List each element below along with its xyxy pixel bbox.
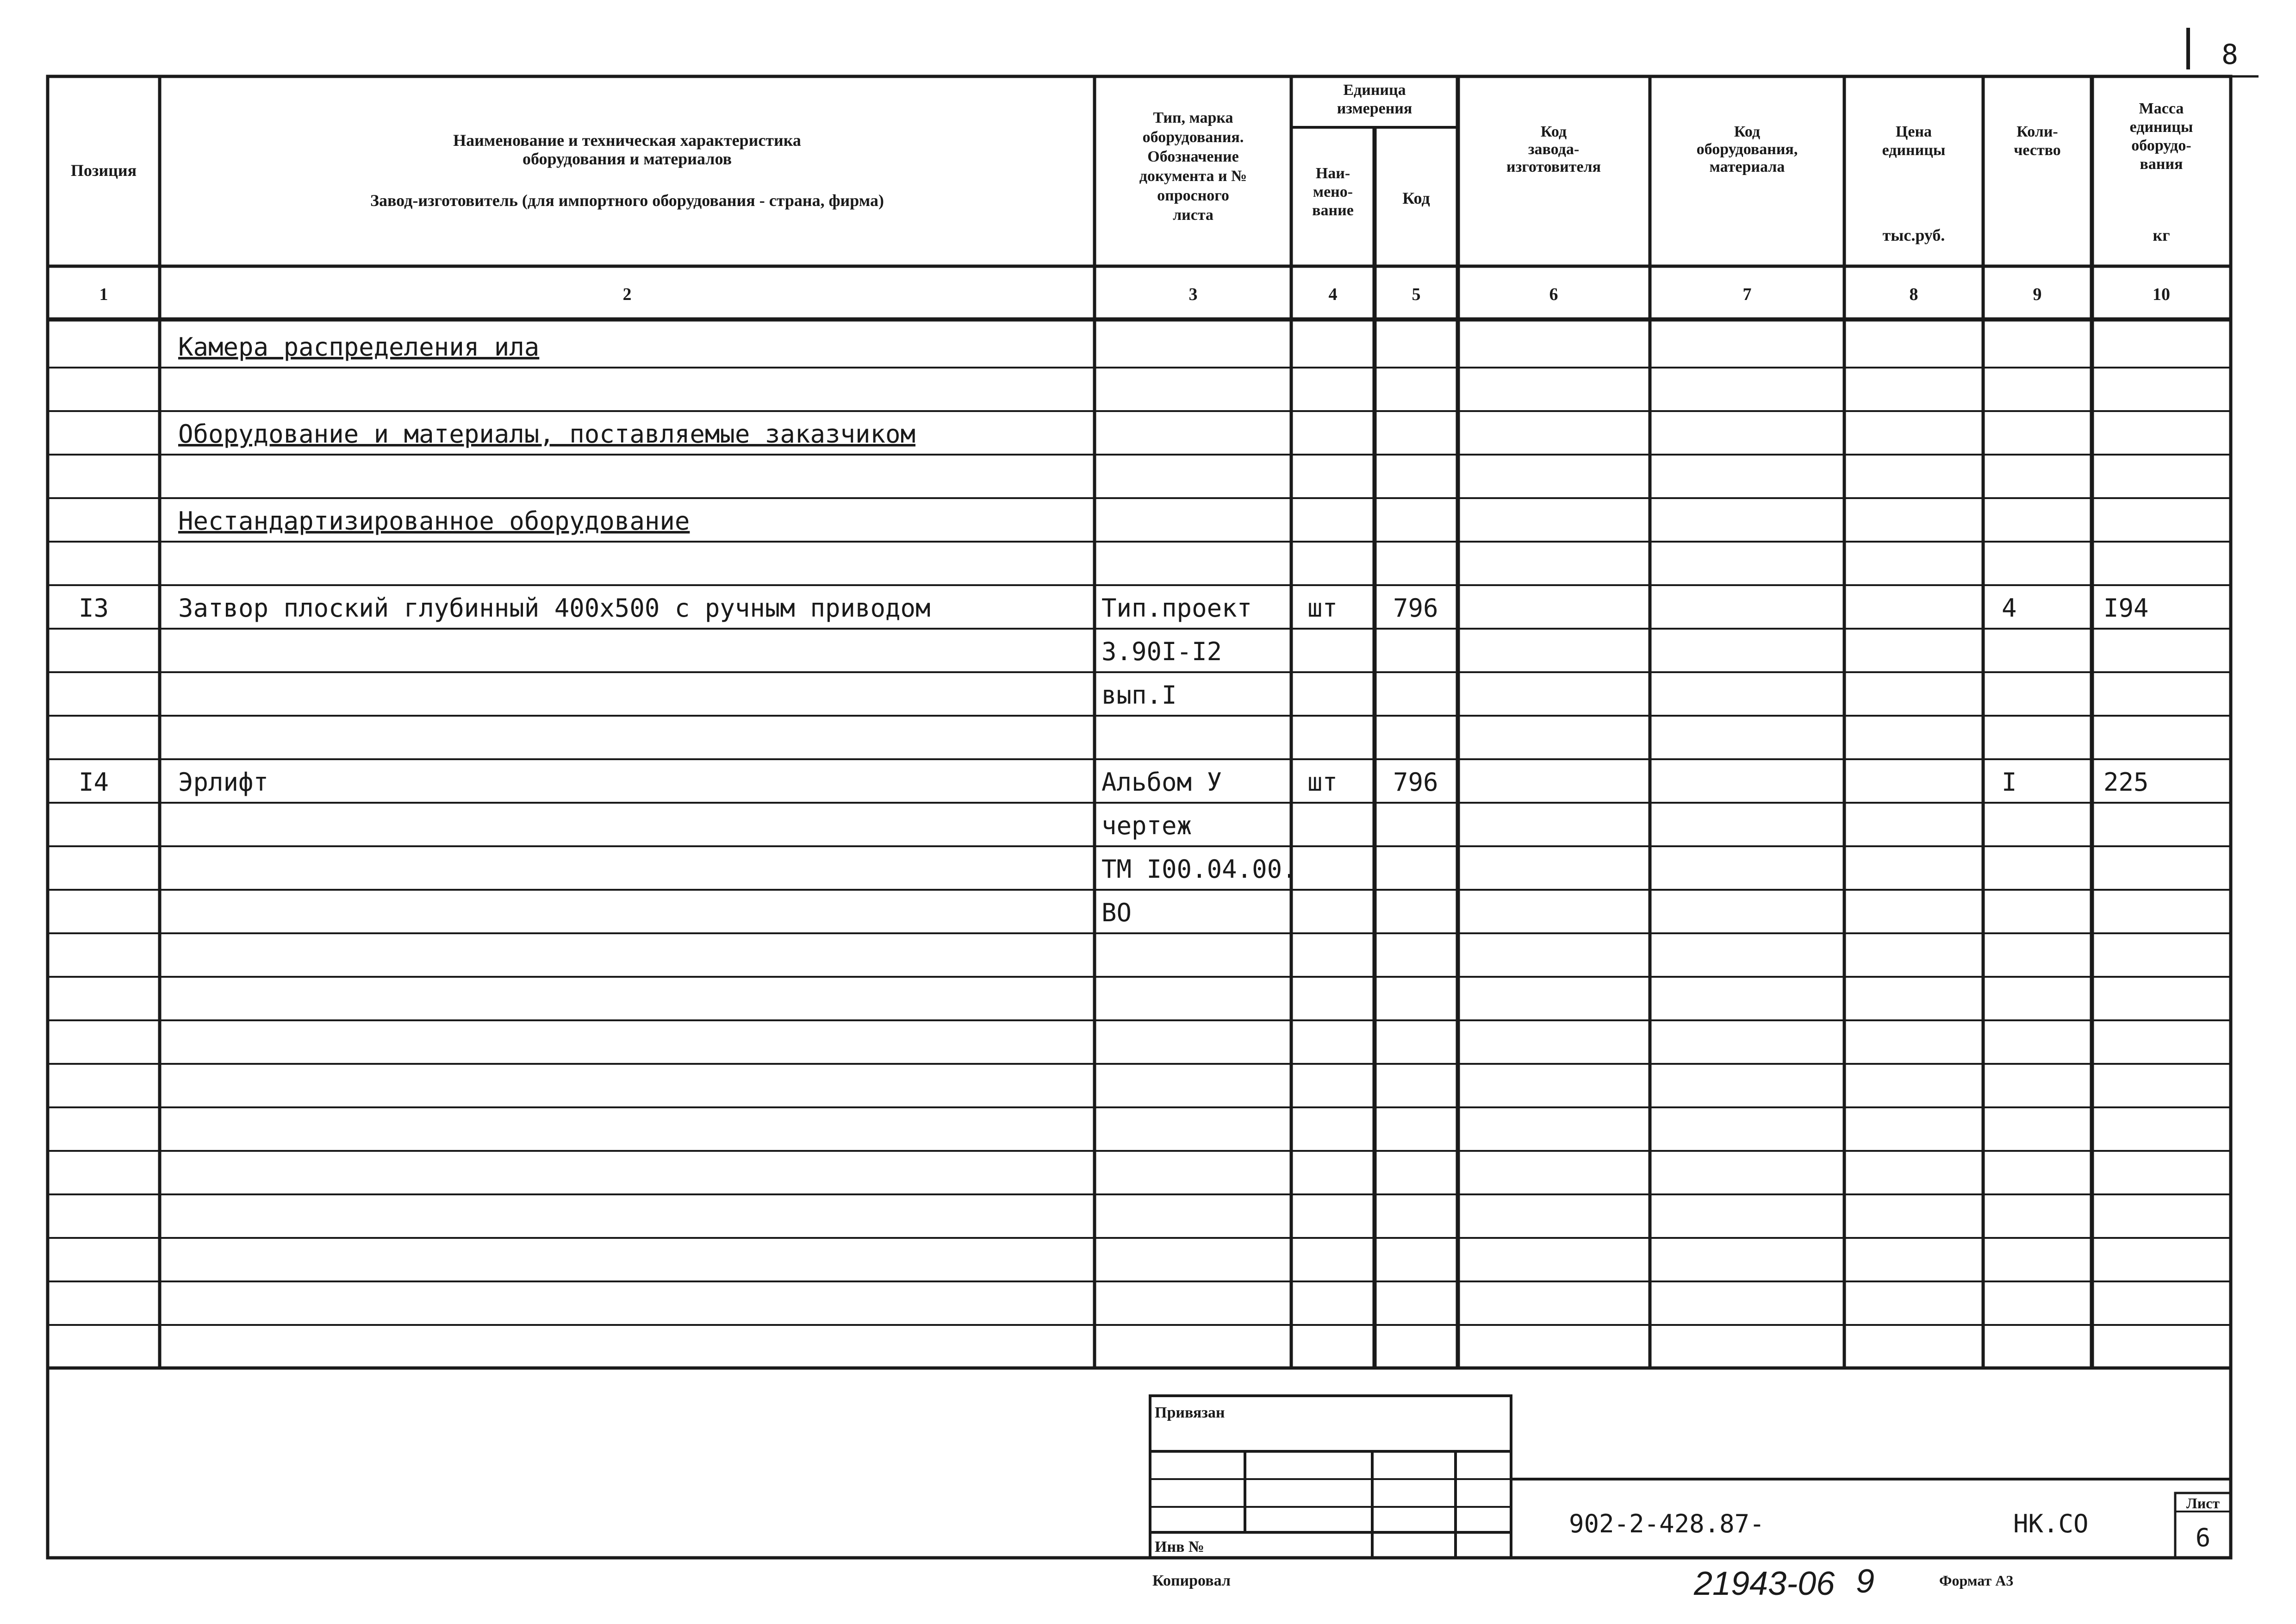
header-mass-unit: кг [2153, 226, 2170, 244]
row-type: вып.I [1101, 681, 1177, 710]
row-code: 796 [1393, 768, 1438, 797]
stamp-inv-label: Инв № [1155, 1538, 1205, 1555]
header-unit-name-line: мено- [1313, 183, 1353, 200]
stamp-handwritten-page: 9 [1856, 1563, 1875, 1600]
row-position: I4 [79, 768, 109, 797]
row-quantity: 4 [2002, 593, 2017, 623]
row-name: Камера распределения ила [178, 332, 540, 362]
row-name: Затвор плоский глубинный 400х500 с ручным приводом [178, 593, 931, 623]
table-row [1101, 637, 1222, 666]
column-number: 10 [2153, 285, 2170, 304]
column-number: 5 [1412, 285, 1421, 304]
header-unit-name-line: вание [1312, 202, 1354, 219]
header-mass-line: единицы [2129, 119, 2193, 136]
stamp-linked-label: Привязан [1155, 1404, 1225, 1421]
stamp-document-code: 902-2-428.87- [1569, 1509, 1765, 1538]
row-name: Эрлифт [178, 768, 269, 797]
stamp-sheet-value: 6 [2195, 1523, 2211, 1552]
row-mass: I94 [2103, 593, 2149, 623]
table-row [1101, 811, 1192, 840]
header-factory-code-line: изготовителя [1506, 158, 1601, 175]
header-factory-code-line: Код [1540, 123, 1567, 140]
header-equipment-code-line: Код [1734, 123, 1761, 140]
header-mass-line: вания [2140, 156, 2183, 173]
header-name-line3: Завод-изготовитель (для импортного оборудования - страна, фирма) [370, 191, 884, 210]
header-unit-name-line: Наи- [1315, 165, 1350, 182]
header-quantity-line: Коли- [2016, 123, 2058, 140]
header-type-line: опросного [1157, 187, 1229, 204]
stamp-handwritten-number: 21943-06 [1694, 1565, 1835, 1602]
table-row [178, 506, 690, 536]
column-number: 4 [1328, 285, 1338, 304]
table-row [1101, 898, 1132, 927]
table-row [1101, 681, 1177, 710]
header-position: Позиция [70, 161, 137, 180]
header-equipment-code-line: оборудования, [1696, 141, 1798, 158]
header-mass-line: Масса [2139, 100, 2184, 117]
row-name: Нестандартизированное оборудование [178, 506, 690, 536]
row-quantity: I [2002, 768, 2017, 797]
header-quantity-line: чество [2014, 142, 2061, 159]
header-mass-line: оборудо- [2131, 137, 2191, 154]
stamp-section-code: НК.СО [2013, 1509, 2089, 1538]
column-number: 3 [1188, 285, 1198, 304]
column-number: 6 [1549, 285, 1558, 304]
column-number: 8 [1909, 285, 1918, 304]
stamp-format-label: Формат А3 [1939, 1572, 2014, 1589]
header-type-line: листа [1173, 206, 1213, 224]
header-type-line: Тип, марка [1153, 109, 1233, 126]
row-unit: шт [1307, 768, 1338, 797]
header-unit-code: Код [1402, 189, 1430, 207]
row-code: 796 [1393, 593, 1438, 623]
header-unit-line: измерения [1337, 100, 1412, 117]
row-type: ТМ I00.04.00. [1101, 855, 1297, 884]
row-type: Альбом У [1101, 768, 1222, 797]
row-position: I3 [79, 593, 109, 623]
stamp-sheet-label: Лист [2186, 1495, 2220, 1512]
header-price-line: единицы [1882, 142, 1946, 159]
header-price-unit: тыс.руб. [1882, 226, 1945, 244]
table-row [1101, 855, 1297, 884]
header-unit-name-lines [1312, 165, 1354, 219]
table-row [178, 332, 539, 362]
stamp-copied-label: Копировал [1152, 1572, 1231, 1589]
row-type: 3.90I-I2 [1101, 637, 1222, 666]
column-number: 9 [2033, 285, 2042, 304]
column-number: 7 [1742, 285, 1752, 304]
row-type: Тип.проект [1101, 593, 1252, 623]
row-name: Оборудование и материалы, поставляемые заказчиком [178, 419, 916, 449]
row-type: ВО [1101, 898, 1132, 927]
header-price-line: Цена [1895, 123, 1932, 140]
column-number: 1 [99, 285, 108, 304]
header-type-line: документа и № [1139, 168, 1247, 185]
row-mass: 225 [2103, 768, 2149, 797]
header-type-line: оборудования. [1142, 129, 1244, 146]
sheet-number: 8 [2221, 38, 2239, 71]
header-name-line1: Наименование и техническая характеристика [453, 131, 801, 150]
column-number: 2 [622, 285, 632, 304]
header-type-line: Обозначение [1147, 148, 1239, 165]
header-name-line2: оборудования и материалов [522, 150, 732, 168]
header-equipment-code-line: материала [1709, 158, 1785, 175]
row-type: чертеж [1101, 811, 1192, 840]
row-unit: шт [1307, 593, 1338, 623]
header-unit-line: Единица [1343, 81, 1406, 99]
table-row [178, 419, 915, 449]
header-factory-code-line: завода- [1528, 141, 1580, 158]
